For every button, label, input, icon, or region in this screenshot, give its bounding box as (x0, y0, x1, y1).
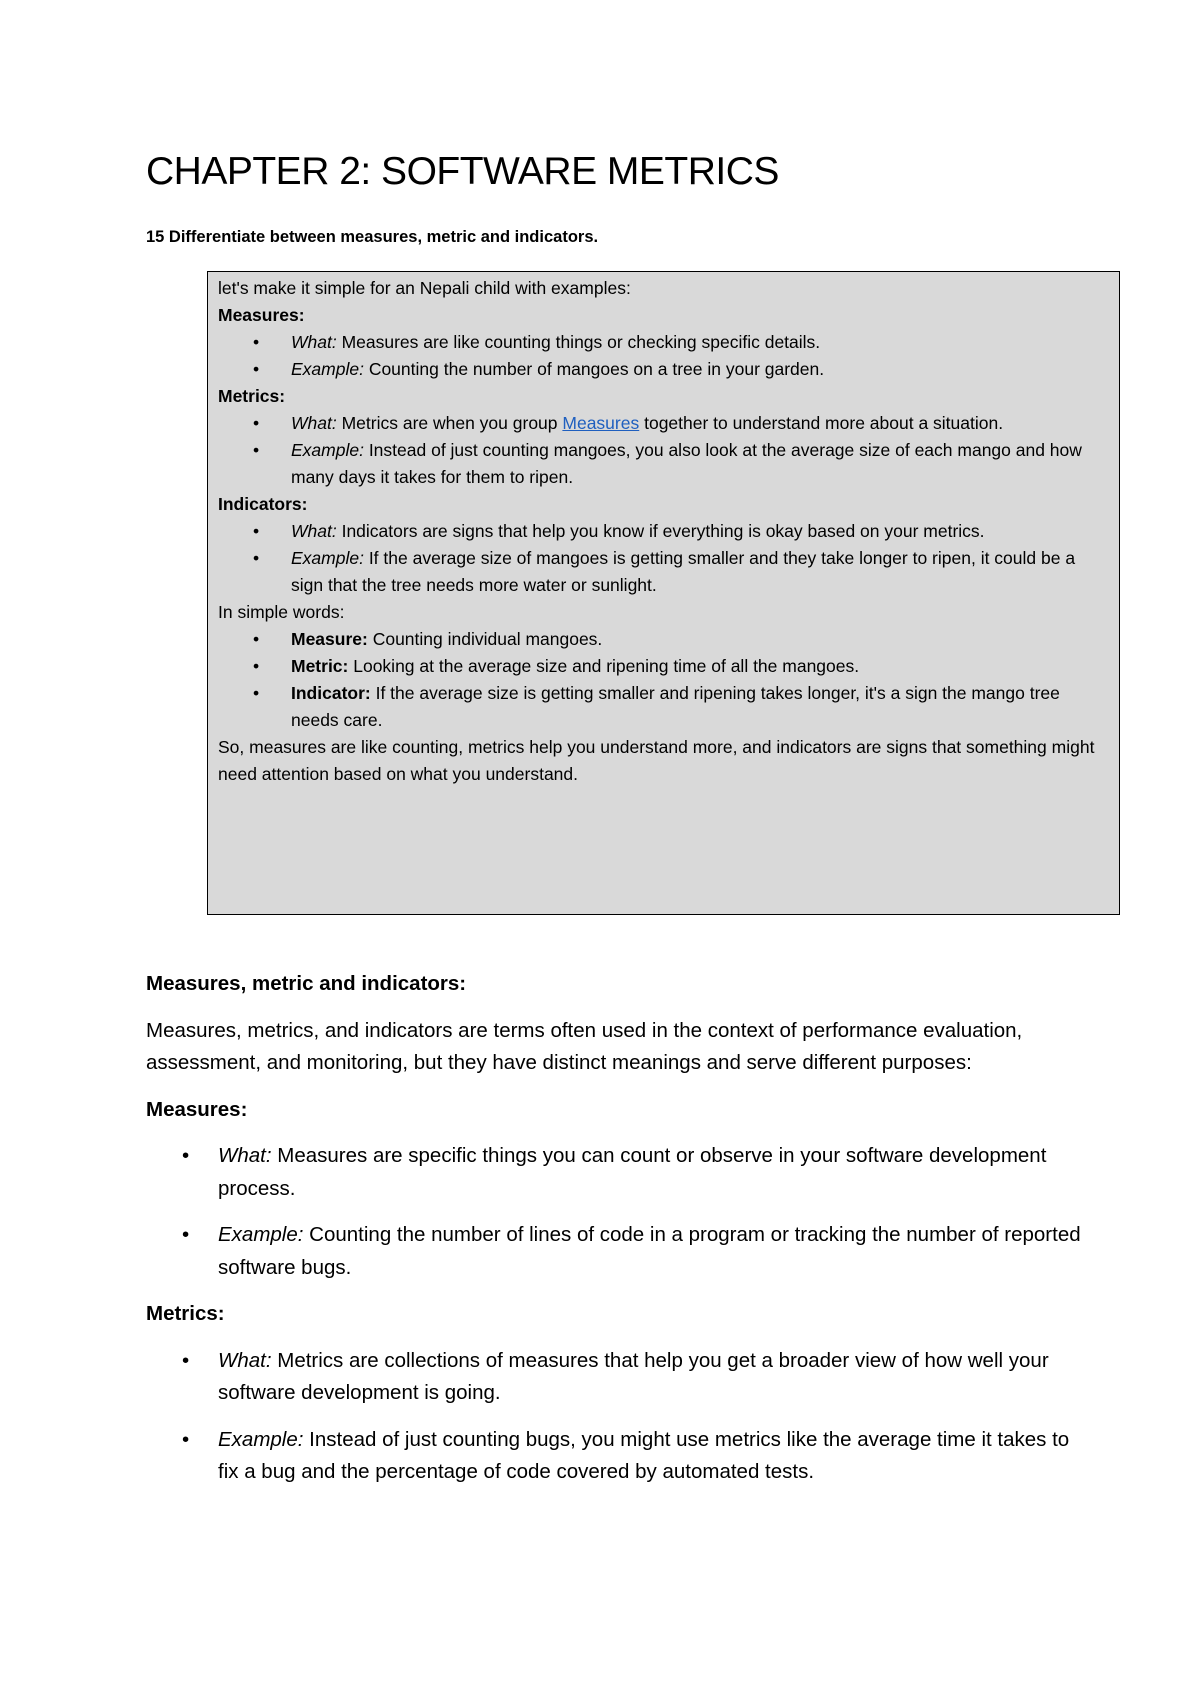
box-metrics-list (218, 410, 1107, 491)
list-item (218, 356, 1107, 383)
list-item (218, 410, 1107, 437)
example-text: If the average size of mangoes is getting smaller and they take longer to ripen, it could be a sign that the tree needs more water or sunlight. (291, 548, 1076, 595)
box-indicators-heading: Indicators: (218, 494, 308, 514)
what-text: Measures are like counting things or checking specific details. (336, 332, 821, 352)
list-item (218, 437, 1107, 491)
box-metrics-heading: Metrics: (218, 386, 286, 406)
example-label: Example: (291, 440, 364, 460)
list-item (218, 626, 1107, 653)
list-item (218, 518, 1107, 545)
what-text-after: together to understand more about a situation. (639, 413, 1004, 433)
box-measures-heading: Measures: (218, 305, 305, 325)
example-text: Counting the number of mangoes on a tree in your garden. (363, 359, 825, 379)
what-label: What: (218, 1144, 272, 1167)
section-measures-list (146, 1140, 1086, 1284)
section-heading: Measures, metric and indicators: (146, 972, 467, 995)
box-simple-words-list (218, 626, 1107, 734)
item-label: Measure: (291, 629, 368, 649)
item-label: Metric: (291, 656, 349, 676)
list-item (146, 1345, 1086, 1410)
item-text: If the average size is getting smaller and ripening takes longer, it's a sign the mango tree needs care. (291, 683, 1060, 730)
what-text: Measures are specific things you can count or observe in your software development process. (218, 1144, 1047, 1200)
example-label: Example: (218, 1223, 304, 1246)
list-item (218, 680, 1107, 734)
section-measures-heading: Measures: (146, 1097, 248, 1121)
item-text: Looking at the average size and ripening time of all the mangoes. (348, 656, 860, 676)
example-text: Counting the number of lines of code in a program or tracking the number of reported software bugs. (218, 1223, 1081, 1279)
what-label: What: (291, 332, 337, 352)
box-indicators-list (218, 518, 1107, 599)
list-item (218, 329, 1107, 356)
example-label: Example: (291, 548, 364, 568)
list-item (146, 1219, 1086, 1284)
example-label: Example: (291, 359, 364, 379)
body-section (146, 968, 1086, 1489)
chapter-title: CHAPTER 2: SOFTWARE METRICS (146, 150, 779, 193)
box-simple-words-heading: In simple words: (218, 602, 345, 622)
list-item (218, 545, 1107, 599)
answer-box (207, 271, 1120, 915)
list-item (218, 653, 1107, 680)
box-conclusion: So, measures are like counting, metrics help you understand more, and indicators are signs that something might need attention based on what you understand. (218, 737, 1095, 784)
section-intro: Measures, metrics, and indicators are terms often used in the context of performance evaluation, assessment, and monitoring, but they have distinct meanings and serve different purposes: (146, 1018, 1023, 1074)
what-label: What: (291, 413, 337, 433)
section-metrics-list (146, 1345, 1086, 1489)
box-intro: let's make it simple for an Nepali child with examples: (218, 278, 631, 298)
example-text: Instead of just counting bugs, you might use metrics like the average time it takes to fix a bug and the percentage of code covered by automated tests. (218, 1427, 1070, 1483)
measures-link[interactable]: Measures (562, 413, 640, 433)
section-metrics-heading: Metrics: (146, 1302, 225, 1325)
list-item (146, 1140, 1086, 1205)
example-label: Example: (218, 1427, 304, 1451)
what-label: What: (291, 521, 337, 541)
what-label: What: (218, 1348, 272, 1372)
what-text: Indicators are signs that help you know if everything is okay based on your metrics. (336, 521, 985, 541)
list-item (146, 1424, 1086, 1489)
example-text: Instead of just counting mangoes, you also look at the average size of each mango and how many days it takes for them to ripen. (291, 440, 1082, 487)
what-text-before: Metrics are when you group (336, 413, 563, 433)
what-text: Metrics are collections of measures that help you get a broader view of how well your software development is going. (218, 1348, 1049, 1404)
item-text: Counting individual mangoes. (367, 629, 603, 649)
box-measures-list (218, 329, 1107, 383)
item-label: Indicator: (291, 683, 371, 703)
question-heading: 15 Differentiate between measures, metric and indicators. (146, 228, 599, 246)
